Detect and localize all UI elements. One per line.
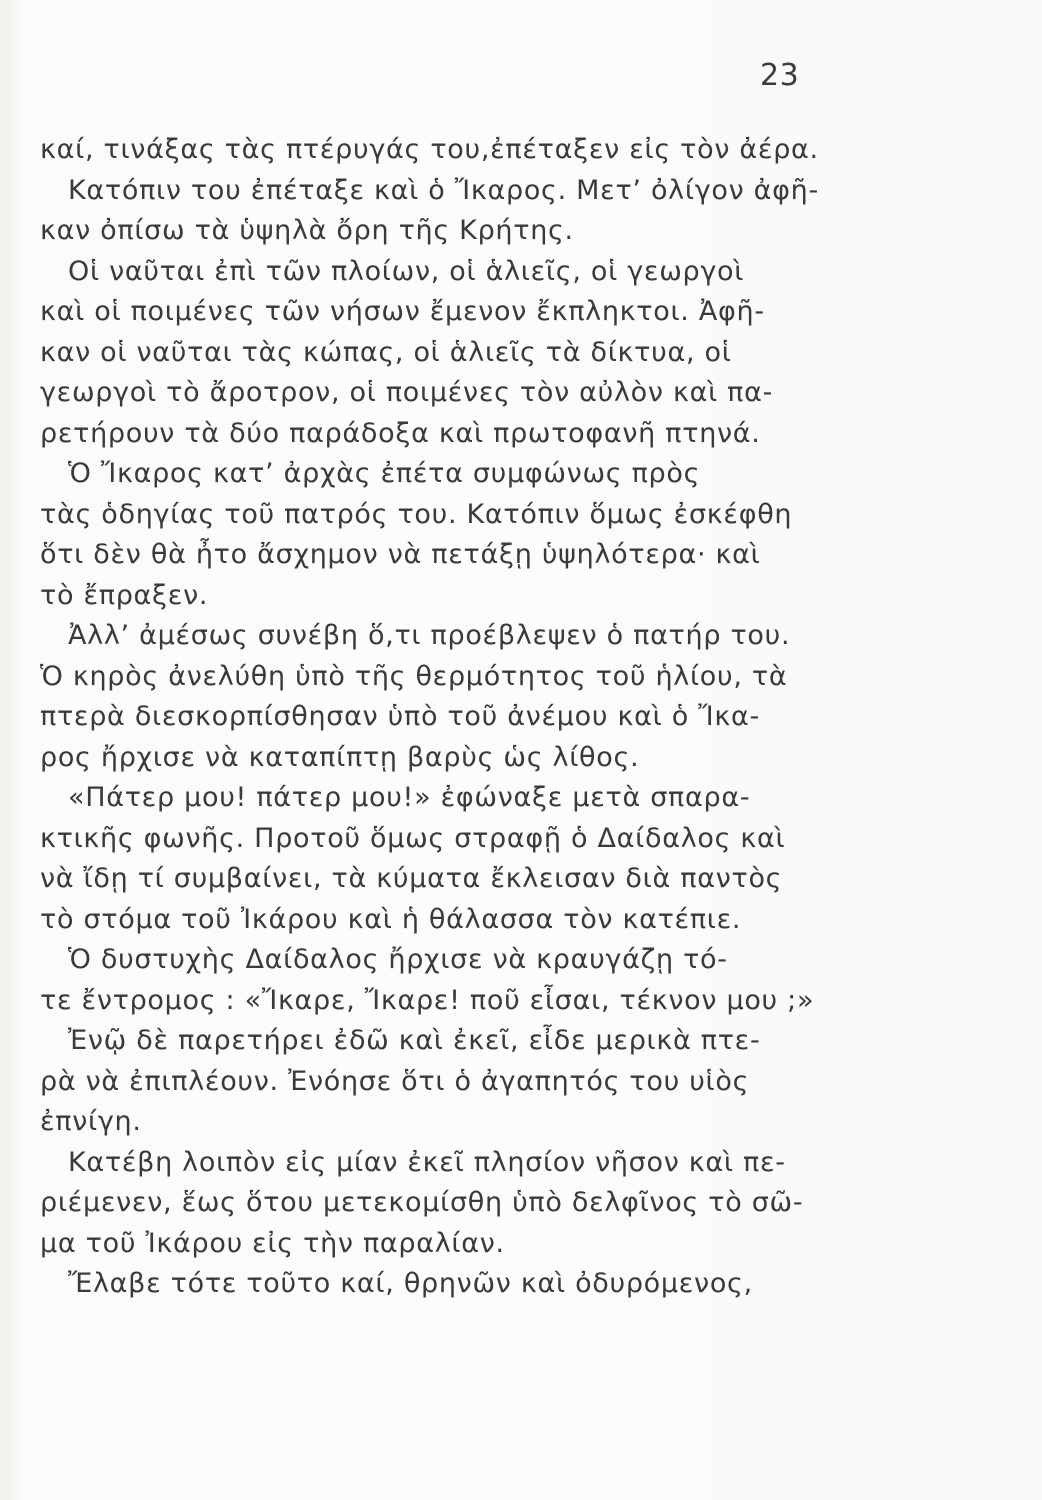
text-line: τὰς ὁδηγίας τοῦ πατρός του. Κατόπιν ὅμως ἐσκέφθη bbox=[40, 498, 793, 530]
text-line: Οἱ ναῦται ἐπὶ τῶν πλοίων, οἱ ἁλιεῖς, οἱ γεωργοὶ bbox=[68, 255, 745, 287]
text-line: Ὁ κηρὸς ἀνελύθη ὑπὸ τῆς θερμότητος τοῦ ἡλίου, τὰ bbox=[40, 660, 788, 692]
text-line: καν ὀπίσω τὰ ὑψηλὰ ὄρη τῆς Κρήτης. bbox=[40, 215, 574, 246]
text-line: Κατόπιν του ἐπέταξε καὶ ὁ Ἴκαρος. Μετ’ ὀλίγον ἀφῆ- bbox=[68, 174, 819, 206]
text-line: ρος ἤρχισε νὰ καταπίπτῃ βαρὺς ὡς λίθος. bbox=[40, 741, 640, 773]
text-line: κτικῆς φωνῆς. Προτοῦ ὅμως στραφῇ ὁ Δαίδαλος καὶ bbox=[40, 822, 786, 854]
text-line: Ἔλαβε τότε τοῦτο καί, θρηνῶν καὶ ὀδυρόμενος, bbox=[68, 1268, 753, 1299]
text-line: ρὰ νὰ ἐπιπλέουν. Ἐνόησε ὅτι ὁ ἀγαπητός του υἱὸς bbox=[40, 1065, 750, 1097]
text-line: τε ἔντρομος : «Ἴκαρε, Ἴκαρε! ποῦ εἶσαι, τέκνον μου ;» bbox=[40, 984, 815, 1016]
page-number: 23 bbox=[760, 58, 800, 93]
text-line: Ἀλλ’ ἀμέσως συνέβη ὅ,τι προέβλεψεν ὁ πατήρ του. bbox=[68, 620, 791, 651]
text-line: καν οἱ ναῦται τὰς κώπας, οἱ ἁλιεῖς τὰ δίκτυα, οἱ bbox=[40, 336, 732, 368]
text-line: καὶ οἱ ποιμένες τῶν νήσων ἔμενον ἔκπληκτοι. Ἀφῆ- bbox=[40, 296, 765, 327]
text-line: ρετήρουν τὰ δύο παράδοξα καὶ πρωτοφανῆ πτηνά. bbox=[40, 417, 761, 449]
text-line: πτερὰ διεσκορπίσθησαν ὑπὸ τοῦ ἀνέμου καὶ ὁ Ἴκα- bbox=[40, 701, 760, 732]
text-line: Ὁ δυστυχὴς Δαίδαλος ἤρχισε νὰ κραυγάζῃ τό- bbox=[68, 944, 728, 975]
text-line: τὸ στόμα τοῦ Ἰκάρου καὶ ἡ θάλασσα τὸν κατέπιε. bbox=[40, 903, 742, 935]
text-line: γεωργοὶ τὸ ἄροτρον, οἱ ποιμένες τὸν αὐλὸν καὶ πα- bbox=[40, 377, 774, 408]
text-line: Ὁ Ἴκαρος κατ’ ἀρχὰς ἐπέτα συμφώνως πρὸς bbox=[68, 458, 701, 489]
body-text bbox=[40, 130, 940, 1305]
text-line: «Πάτερ μου! πάτερ μου!» ἐφώναξε μετὰ σπαρα- bbox=[68, 782, 751, 813]
text-line: ριέμενεν, ἕως ὅτου μετεκομίσθη ὑπὸ δελφῖνος τὸ σῶ- bbox=[40, 1187, 804, 1218]
text-line: νὰ ἴδῃ τί συμβαίνει, τὰ κύματα ἔκλεισαν διὰ παντὸς bbox=[40, 863, 783, 894]
text-line: ὅτι δὲν θὰ ἦτο ἄσχημον νὰ πετάξῃ ὑψηλότερα· καὶ bbox=[40, 539, 761, 570]
text-line: ἐπνίγη. bbox=[40, 1106, 142, 1137]
text-line: μα τοῦ Ἰκάρου εἰς τὴν παραλίαν. bbox=[40, 1227, 505, 1259]
text-line: Κατέβη λοιπὸν εἰς μίαν ἐκεῖ πλησίον νῆσον καὶ πε- bbox=[68, 1146, 786, 1178]
text-line: καί, τινάξας τὰς πτέρυγάς του,ἐπέταξεν εἰς τὸν ἀέρα. bbox=[40, 134, 819, 165]
text-line: τὸ ἔπραξεν. bbox=[40, 579, 209, 611]
text-line: Ἐνῷ δὲ παρετήρει ἐδῶ καὶ ἐκεῖ, εἶδε μερικὰ πτε- bbox=[68, 1025, 761, 1056]
